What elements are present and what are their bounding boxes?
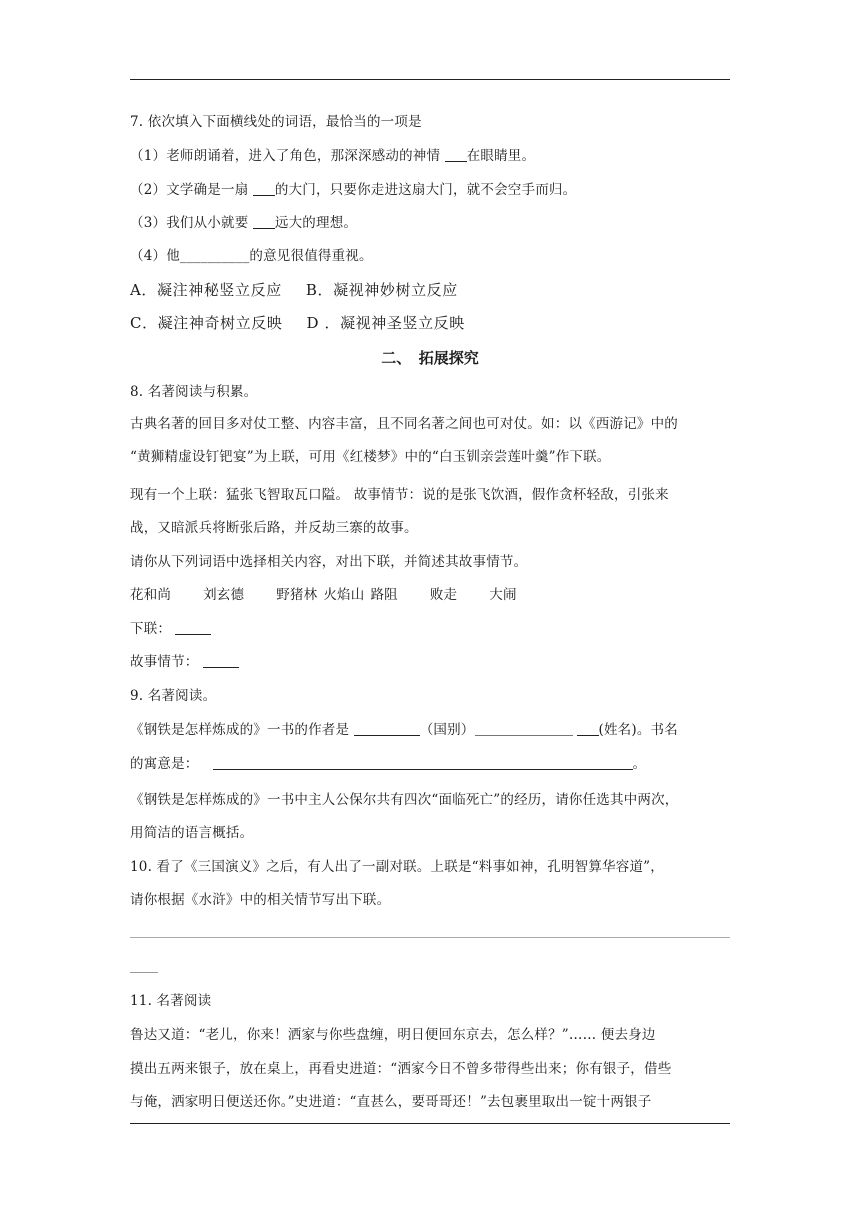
q9-paragraph-3: 《钢铁是怎样炼成的》一书中主人公保尔共有四次“面临死亡”的经历，请你任选其中两次， [130,792,679,808]
q9-p2-text-a: 的寓意是： [130,756,199,772]
q9-p1-text-a: 《钢铁是怎样炼成的》一书的作者是 [130,722,354,738]
q9-author-country-blank[interactable] [354,721,420,736]
q7-option-b[interactable]: B．凝视神妙树立反应 [305,281,458,299]
q7-options-row-2 [130,313,735,333]
q10-paragraph-2: 请你根据《水浒》中的相关情节写出下联。 [130,892,391,908]
q9-meaning-blank[interactable] [213,755,633,770]
q7-option-c[interactable]: C．凝注神奇树立反映 [130,314,283,332]
q7-s1-text-b: 在眼睛里。 [466,148,536,164]
q7-option-d[interactable]: D ．凝视神圣竖立反映 [306,314,465,332]
q7-options-row-1 [130,280,735,300]
q9-paragraph-4: 用简洁的语言概括。 [130,825,254,841]
q10-answer-line[interactable] [130,937,730,938]
q8-xialian-blank[interactable] [175,620,211,635]
q9-paragraph-1 [130,720,735,740]
footer-rule [130,1123,730,1124]
q11-paragraph-3: 与俺，洒家明日便送还你。”史进道：“直甚么，要哥哥还！”去包裹里取出一锭十两银子 [130,1094,652,1110]
q7-sentence-4 [130,246,735,266]
q10-answer-line-end[interactable] [130,972,158,973]
q9-author-name-blank-2[interactable] [577,721,599,736]
q9-p1-text-c: (姓名)。书名 [598,722,678,738]
q7-s2-text-a: （2）文学确是一扇 [130,182,253,198]
q8-paragraph-4: 战，又暗派兵将断张后路，并反劫三寨的故事。 [130,520,418,536]
q9-author-name-blank[interactable] [475,721,573,736]
q9-paragraph-2 [130,754,735,774]
q11-paragraph-1: 鲁达又道：“老儿，你来！洒家与你些盘缠，明日便回东京去，怎么样？”…… 便去身边 [130,1027,656,1043]
q8-word: 野猪林 [276,587,318,603]
q8-word: 火焰山 [323,587,365,603]
q7-s4-text-a: （4）他 [130,248,180,264]
q8-plot-blank[interactable] [203,653,239,668]
q9-stem: 9. 名著阅读。 [130,688,217,704]
q9-p1-text-b: （国别） [419,722,475,738]
q8-paragraph-3: 现有一个上联：猛张飞智取瓦口隘。 故事情节：说的是张飞饮酒，假作贪杯轻敌，引张来 [130,487,669,503]
q8-word-list [130,585,735,605]
q7-s2-blank[interactable] [253,181,275,196]
q8-paragraph-2: “黄狮精虚设钉钯宴”为上联，可用《红楼梦》中的“白玉钏亲尝莲叶羹”作下联。 [130,449,611,465]
q9-p2-text-b: 。 [632,756,647,772]
q7-sentence-2 [130,180,735,200]
q7-s3-text-a: （3）我们从小就要 [130,215,253,231]
q8-word: 花和尚 [130,587,172,603]
q7-sentence-3 [130,213,735,233]
q8-word: 败走 [429,587,458,603]
q8-word: 路阻 [370,587,398,603]
q7-option-a[interactable]: A．凝注神秘竖立反应 [130,281,282,299]
q7-s4-blank[interactable]: __________ [179,248,250,264]
section-title: 二、 拓展探究 [381,349,479,367]
q8-xialian-label: 下联： [130,621,172,637]
q7-s3-blank[interactable] [253,214,275,229]
header-rule [130,79,730,80]
q7-s1-blank[interactable] [445,147,467,162]
q10-paragraph-1: 10. 看了《三国演义》之后，有人出了一副对联。上联是“料事如神，孔明智算华容道”， [130,859,664,875]
q8-plot-row [130,652,735,672]
q7-s3-text-b: 远大的理想。 [274,215,358,231]
q7-s2-text-b: 的大门，只要你走进这扇大门，就不会空手而归。 [274,182,577,198]
q8-plot-label: 故事情节： [130,654,199,670]
q8-word: 大闹 [489,587,517,603]
q11-stem: 11. 名著阅读 [130,993,212,1009]
q8-paragraph-5: 请你从下列词语中选择相关内容，对出下联，并简述其故事情节。 [130,554,528,570]
q8-stem: 8. 名著阅读与积累。 [130,384,258,400]
q8-paragraph-1: 古典名著的回目多对仗工整、内容丰富，且不同名著之间也可对仗。如：以《西游记》中的 [130,416,678,432]
q11-paragraph-2: 摸出五两来银子，放在桌上，再看史进道：“洒家今日不曾多带得些出来；你有银子，借些 [130,1061,672,1077]
q7-stem: 7. 依次填入下面横线处的词语，最恰当的一项是 [130,114,422,130]
q7-s4-text-b: 的意见很值得重视。 [249,248,373,264]
q7-s1-text-a: （1）老师朗诵着，进入了角色，那深深感动的神情 [130,148,445,164]
q7-sentence-1 [130,146,735,166]
q8-word: 刘玄德 [203,587,245,603]
q8-xialian-row [130,619,735,639]
